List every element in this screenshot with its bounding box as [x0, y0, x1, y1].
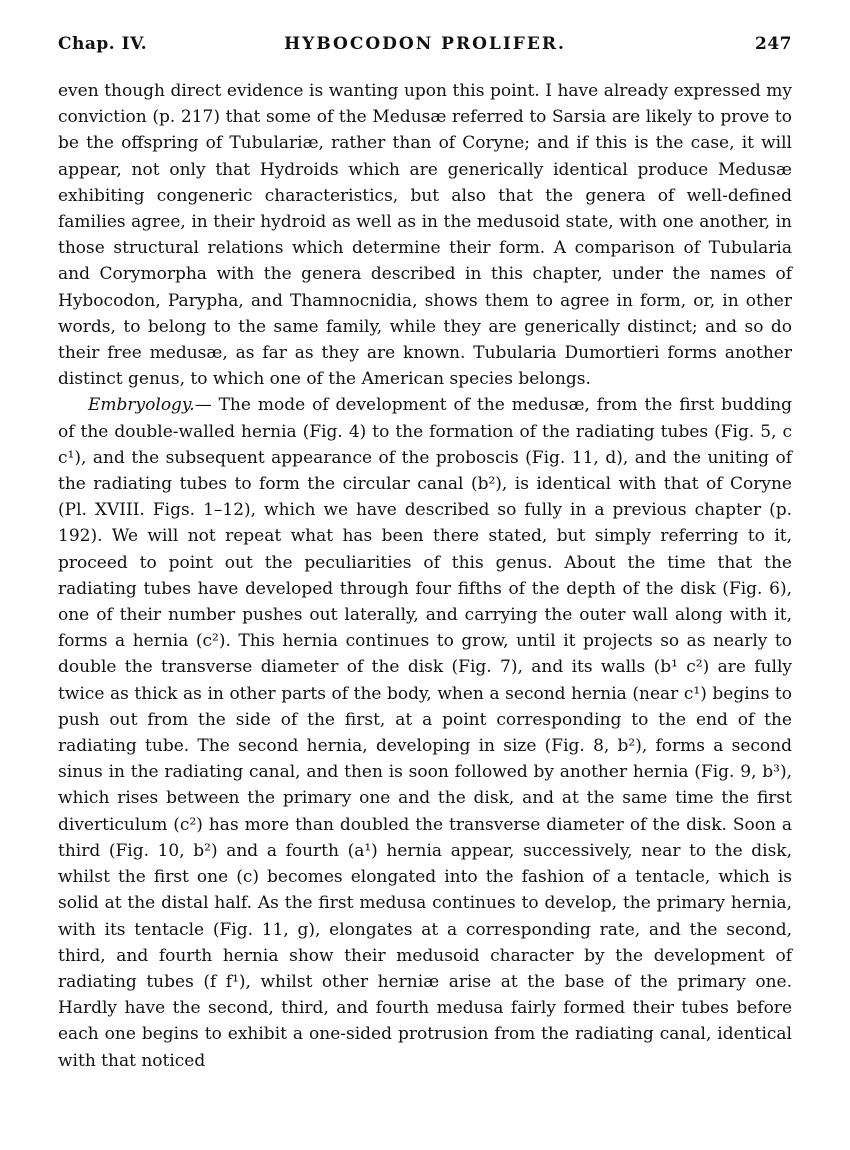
section-heading: Embryology. — [88, 395, 195, 416]
paragraph-text: even though direct evidence is wanting upon this point. I have already expressed my conviction (p. 217) that some of the Medusæ referred to Sarsia are likely to prove to be the offspring of Tubulariæ, rather than of Coryne; and if this is the case, it will appear, not only that Hydroids which are generically identical produce Medusæ exhibiting congeneric characteristics, but also that the genera of well-defined families agree, in their hydroid as well as in the medusoid state, with one another, in those structural relations which determine their form. A comparison of Tubularia and Corymorpha with the genera described in this chapter, under the names of Hybocodon, Parypha, and Thamnocnidia, shows them to agree in form, or, in other words, to belong to the same family, while they are generically distinct; and so do their free medusæ, as far as they are known. Tubularia Dumortieri forms another distinct genus, to which one of the American species belongs. — [58, 81, 792, 390]
body-text — [58, 78, 792, 1074]
chapter-label: Chap. IV. — [58, 34, 148, 54]
running-head — [58, 30, 792, 60]
paragraph-text: — The mode of development of the medusæ, from the first budding of the double-walled hernia (Fig. 4) to the formation of the radiating tubes (Fig. 5, c c¹), and the subsequent appearance of the proboscis (Fig. 11, d), and the uniting of the radiating tubes to form the circular canal (b²), is identical with that of Coryne (Pl. XVIII. Figs. 1–12), which we have described so fully in a previous chapter (p. 192). We will not repeat what has been there stated, but simply referring to it, proceed to point out the peculiarities of this genus. About the time that the radiating tubes have developed through four fifths of the depth of the disk (Fig. 6), one of their number pushes out laterally, and carrying the outer wall along with it, forms a hernia (c²). This hernia continues to grow, until it projects so as nearly to double the transverse diameter of the disk (Fig. 7), and its walls (b¹ c²) are fully twice as thick as in other parts of the body, when a second hernia (near c¹) begins to push out from the side of the first, at a point corresponding to the end of the radiating tube. The second hernia, developing in size (Fig. 8, b²), forms a second sinus in the radiating canal, and then is soon followed by another hernia (Fig. 9, b³), which rises between the primary one and the disk, and at the same time the first diverticulum (c²) has more than doubled the transverse diameter of the disk. Soon a third (Fig. 10, b²) and a fourth (a¹) hernia appear, successively, near to the disk, whilst the first one (c) becomes elongated into the fashion of a tentacle, which is solid at the distal half. As the first medusa continues to develop, the primary hernia, with its tentacle (Fig. 11, g), elongates at a corresponding rate, and the second, third, and fourth hernia show their medusoid character by the development of radiating tubes (f f¹), whilst other herniæ arise at the base of the primary one. Hardly have the second, third, and fourth medusa fairly formed their tubes before each one begins to exhibit a one-sided protrusion from the radiating canal, identical with that noticed — [58, 395, 792, 1071]
page-number: 247 — [755, 34, 792, 54]
paragraph-continuation — [58, 78, 792, 392]
book-page — [58, 30, 792, 1074]
paragraph-embryology — [58, 392, 792, 1073]
page-title: HYBOCODON PROLIFER. — [284, 34, 566, 54]
